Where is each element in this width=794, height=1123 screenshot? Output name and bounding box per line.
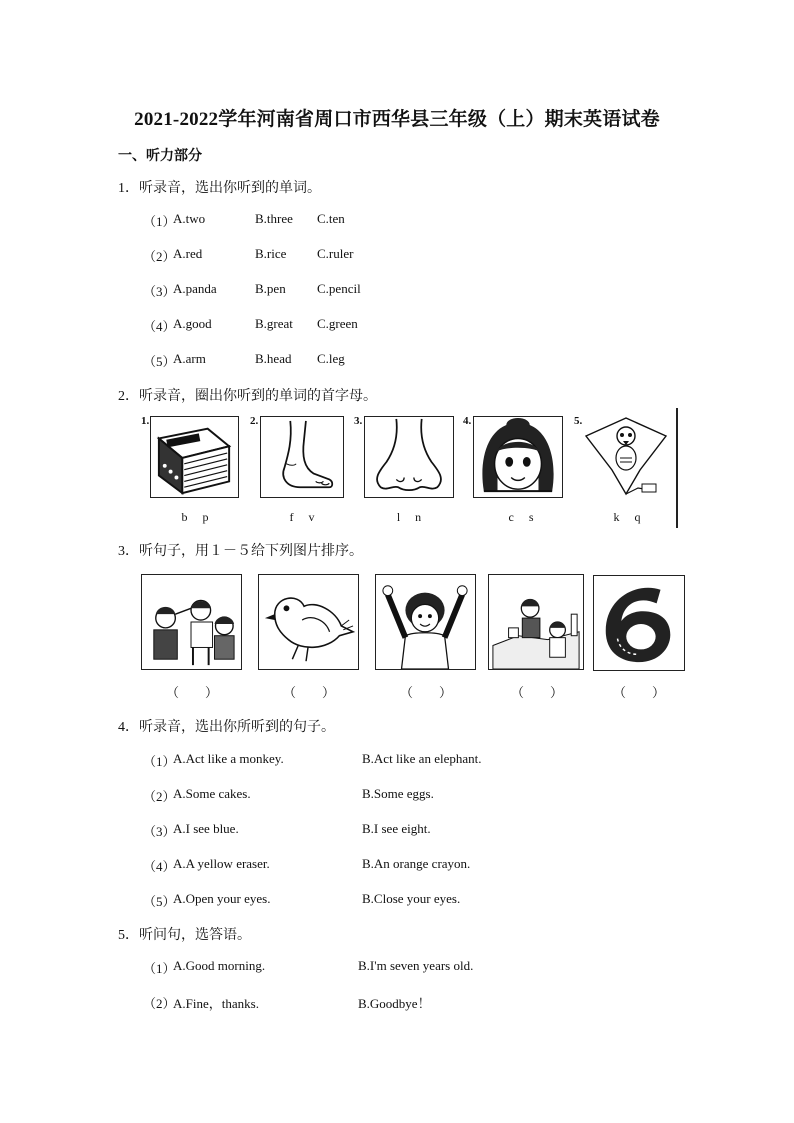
children-playing-icon bbox=[488, 574, 584, 670]
q1-stem: 1．听录音，选出你听到的单词。 bbox=[118, 181, 321, 196]
q4-item-number: （1） bbox=[143, 754, 176, 769]
q2-letters[interactable]: f v bbox=[289, 510, 315, 524]
q5-item-number: （2） bbox=[143, 996, 176, 1011]
q1-option-c[interactable]: C.ruler bbox=[317, 246, 354, 261]
q4-item-number: （4） bbox=[143, 859, 176, 874]
q4-option-a[interactable]: A.Act like a monkey. bbox=[173, 751, 284, 766]
q2-item-number: 4. bbox=[463, 415, 472, 427]
q1-item-number: （2） bbox=[143, 249, 176, 264]
q1-item-number: （1） bbox=[143, 214, 176, 229]
q4-item-number: （5） bbox=[143, 894, 176, 909]
page-title: 2021-2022学年河南省周口市西华县三年级（上）期末英语试卷 bbox=[134, 109, 660, 130]
q1-option-c[interactable]: C.green bbox=[317, 316, 358, 331]
q4-item-number: （3） bbox=[143, 824, 176, 839]
nose-icon bbox=[364, 416, 454, 498]
q1-item-number: （5） bbox=[143, 354, 176, 369]
q4-option-a[interactable]: A.A yellow eraser. bbox=[173, 856, 270, 871]
q1-option-c[interactable]: C.leg bbox=[317, 351, 345, 366]
q1-option-b[interactable]: B.pen bbox=[255, 281, 286, 296]
q1-option-a[interactable]: A.panda bbox=[173, 281, 217, 296]
q2-item-number: 2. bbox=[250, 415, 259, 427]
q3-stem: 3．听句子，用１－５给下列图片排序。 bbox=[118, 544, 363, 559]
q2-item-number: 3. bbox=[354, 415, 363, 427]
q2-letters[interactable]: c s bbox=[508, 510, 534, 524]
q2-letters[interactable]: l n bbox=[396, 510, 422, 524]
q1-option-b[interactable]: B.head bbox=[255, 351, 292, 366]
margin-rule bbox=[676, 408, 678, 528]
q2-item-number: 5. bbox=[574, 415, 583, 427]
book-icon bbox=[150, 416, 239, 498]
q4-option-a[interactable]: A.Open your eyes. bbox=[173, 891, 271, 906]
kite-icon bbox=[580, 414, 672, 500]
q4-item-number: （2） bbox=[143, 789, 176, 804]
q1-option-b[interactable]: B.three bbox=[255, 211, 293, 226]
q4-option-b[interactable]: B.Act like an elephant. bbox=[362, 751, 482, 766]
number-six-icon bbox=[593, 575, 685, 671]
q3-answer-paren[interactable]: （ ） bbox=[165, 685, 218, 700]
q2-item-number: 1. bbox=[141, 415, 150, 427]
q4-option-a[interactable]: A.Some cakes. bbox=[173, 786, 251, 801]
q1-option-a[interactable]: A.good bbox=[173, 316, 212, 331]
q1-item-number: （3） bbox=[143, 284, 176, 299]
q5-option-a[interactable]: A.Fine，thanks. bbox=[173, 996, 259, 1011]
q2-stem: 2．听录音，圈出你听到的单词的首字母。 bbox=[118, 389, 377, 404]
q2-letters[interactable]: k q bbox=[613, 510, 641, 524]
q1-option-c[interactable]: C.ten bbox=[317, 211, 345, 226]
bird-icon bbox=[258, 574, 359, 670]
q1-option-a[interactable]: A.two bbox=[173, 211, 206, 226]
q4-stem: 4．听录音，选出你所听到的句子。 bbox=[118, 720, 335, 735]
q1-option-b[interactable]: B.great bbox=[255, 316, 293, 331]
q4-option-b[interactable]: B.Close your eyes. bbox=[362, 891, 461, 906]
q4-option-a[interactable]: A.I see blue. bbox=[173, 821, 239, 836]
q1-option-c[interactable]: C.pencil bbox=[317, 281, 361, 296]
q5-option-b[interactable]: B.Goodbye！ bbox=[358, 996, 431, 1011]
q4-option-b[interactable]: B.Some eggs. bbox=[362, 786, 434, 801]
q1-option-b[interactable]: B.rice bbox=[255, 246, 287, 261]
section-heading: 一、听力部分 bbox=[118, 149, 202, 164]
q1-item-number: （4） bbox=[143, 319, 176, 334]
q5-option-b[interactable]: B.I'm seven years old. bbox=[358, 958, 474, 973]
q3-answer-paren[interactable]: （ ） bbox=[282, 685, 335, 700]
q1-option-a[interactable]: A.red bbox=[173, 246, 203, 261]
q4-option-b[interactable]: B.An orange crayon. bbox=[362, 856, 471, 871]
girl-face-icon bbox=[473, 416, 563, 498]
children-group-icon bbox=[141, 574, 242, 670]
q3-answer-paren[interactable]: （ ） bbox=[399, 685, 452, 700]
q3-answer-paren[interactable]: （ ） bbox=[510, 685, 563, 700]
q3-answer-paren[interactable]: （ ） bbox=[612, 685, 665, 700]
foot-icon bbox=[260, 416, 344, 498]
q5-stem: 5．听问句，选答语。 bbox=[118, 928, 251, 943]
q1-option-a[interactable]: A.arm bbox=[173, 351, 206, 366]
q2-letters[interactable]: b p bbox=[181, 510, 209, 524]
girl-waving-icon bbox=[375, 574, 476, 670]
q5-option-a[interactable]: A.Good morning. bbox=[173, 958, 266, 973]
q4-option-b[interactable]: B.I see eight. bbox=[362, 821, 431, 836]
q5-item-number: （1） bbox=[143, 961, 176, 976]
